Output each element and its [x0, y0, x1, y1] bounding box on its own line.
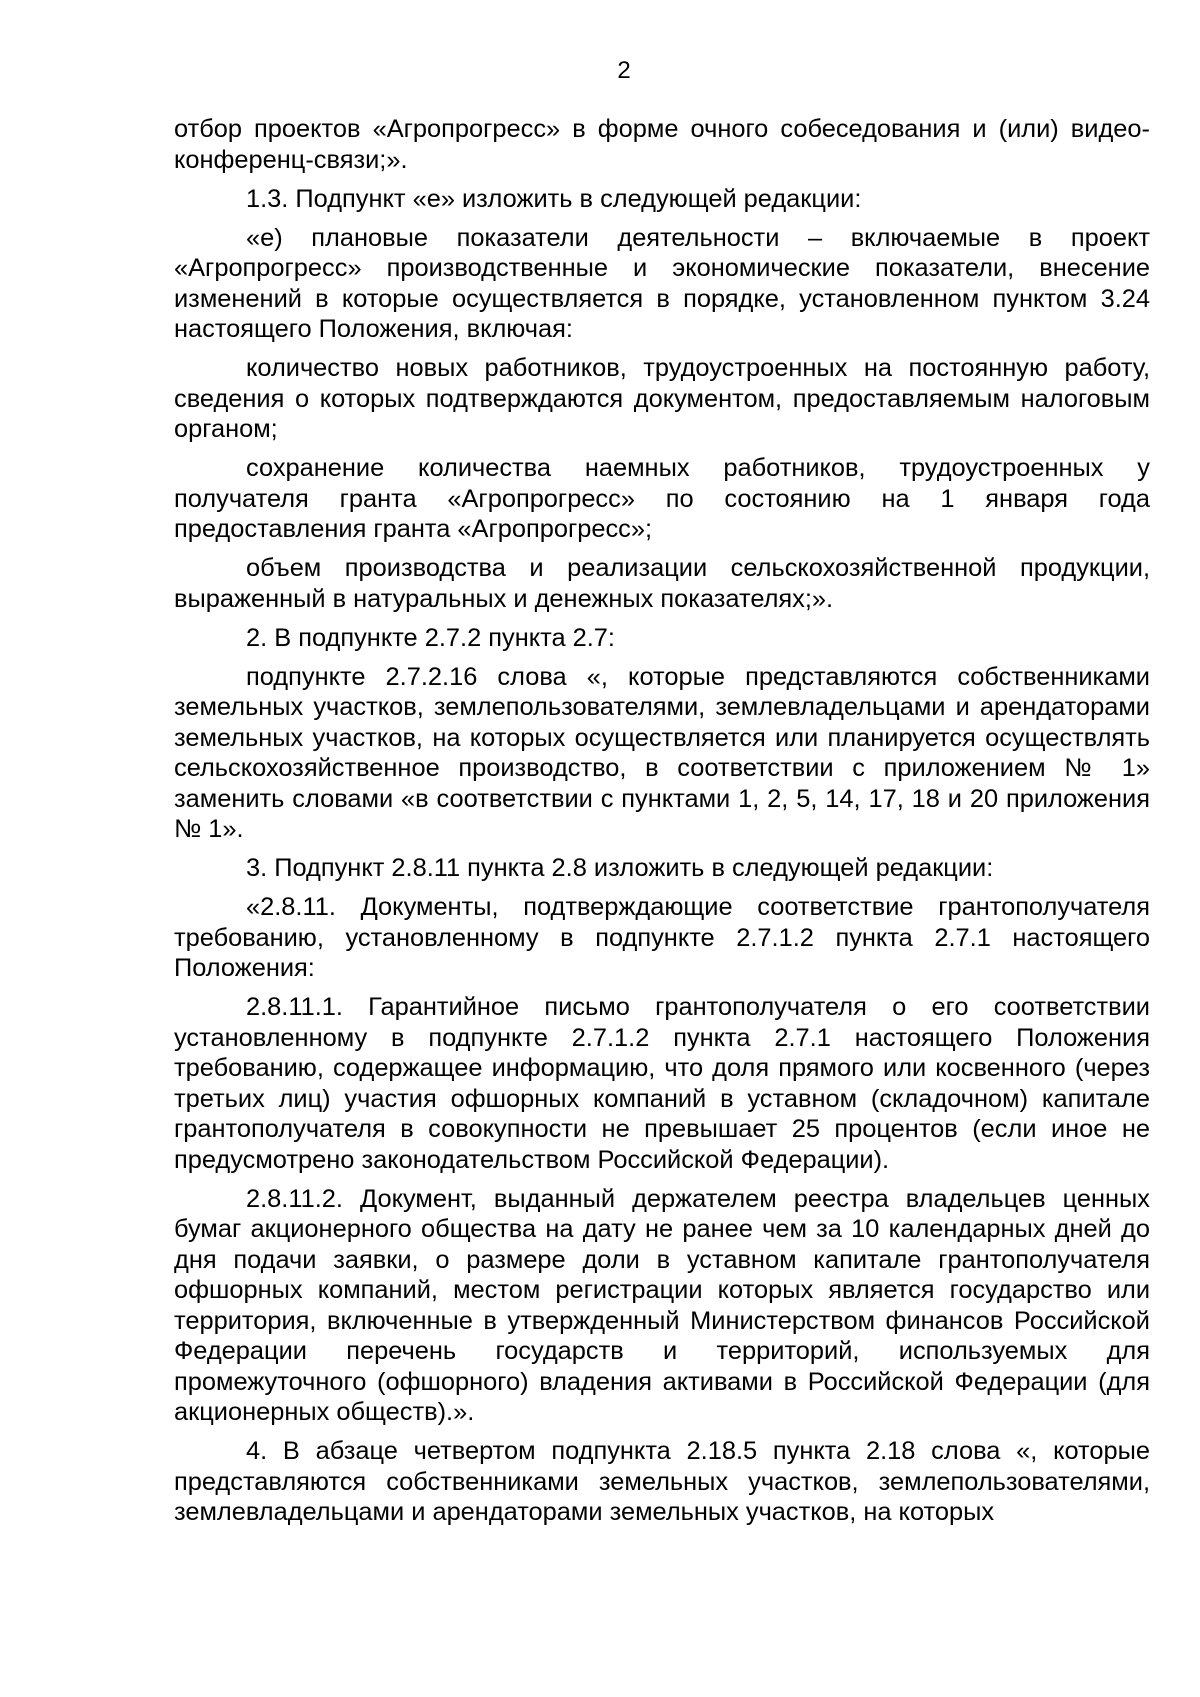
paragraph: 2. В подпункте 2.7.2 пункта 2.7:	[246, 623, 615, 652]
paragraph: количество новых работников, трудоустроенных на постоянную работу, сведения о которых подтверждаются документом, предоставляемым налоговым органом;	[174, 354, 1150, 443]
paragraph: «2.8.11. Документы, подтверждающие соответствие грантополучателя требованию, установленному в подпункте 2.7.1.2 пункта 2.7.1 настоящего Положения:	[174, 893, 1150, 982]
paragraph: сохранение количества наемных работников, трудоустроенных у получателя гранта «Агропрогресс» по состоянию на 1 января года предоставления гранта «Агропрогресс»;	[174, 454, 1150, 543]
paragraph: 4. В абзаце четвертом подпункта 2.18.5 пункта 2.18 слова «, которые представляются собственниками земельных участков, землепользователями, землевладельцами и арендаторами земельных участков, на которых	[174, 1437, 1150, 1526]
paragraph: «е) плановые показатели деятельности – включаемые в проект «Агропрогресс» производственные и экономические показатели, внесение изменений в которые осуществляется в порядке, установленном пунктом 3.24 настоящего Положения, включая:	[174, 223, 1150, 343]
paragraph: 3. Подпункт 2.8.11 пункта 2.8 изложить в следующей редакции:	[246, 854, 994, 882]
paragraph: подпункте 2.7.2.16 слова «, которые представляются собственниками земельных участков, землепользователями, землевладельцами и арендаторами земельных участков, на которых осуществляется или планируется осуществлять сельскохозяйственное производство, в соответствии с приложением № 1» заменить словами «в соответствии с пунктами 1, 2, 5, 14, 17, 18 и 20 приложения № 1».	[174, 662, 1150, 843]
paragraph: отбор проектов «Агропрогресс» в форме очного собеседования и (или) видео-конференц-связи;».	[174, 115, 1150, 174]
document-body	[174, 114, 1150, 1536]
paragraph: 1.3. Подпункт «е» изложить в следующей редакции:	[246, 184, 862, 213]
paragraph: 2.8.11.1. Гарантийное письмо грантополучателя о его соответствии установленному в подпункте 2.7.1.2 пункта 2.7.1 настоящего Положения требованию, содержащее информацию, что доля прямого или косвенного (через третьих лиц) участия офшорных компаний в уставном (складочном) капитале грантополучателя в совокупности не превышает 25 процентов (если иное не предусмотрено законодательством Российской Федерации).	[174, 993, 1150, 1174]
paragraph: объем производства и реализации сельскохозяйственной продукции, выраженный в натуральных и денежных показателях;».	[174, 554, 1150, 613]
paragraph: 2.8.11.2. Документ, выданный держателем реестра владельцев ценных бумаг акционерного общества на дату не ранее чем за 10 календарных дней до дня подачи заявки, о размере доли в уставном капитале грантополучателя офшорных компаний, местом регистрации которых является государство или территория, включенные в утвержденный Министерством финансов Российской Федерации перечень государств и территорий, используемых для промежуточного (офшорного) владения активами в Российской Федерации (для акционерных обществ).».	[174, 1184, 1150, 1426]
page-number: 2	[617, 57, 631, 84]
